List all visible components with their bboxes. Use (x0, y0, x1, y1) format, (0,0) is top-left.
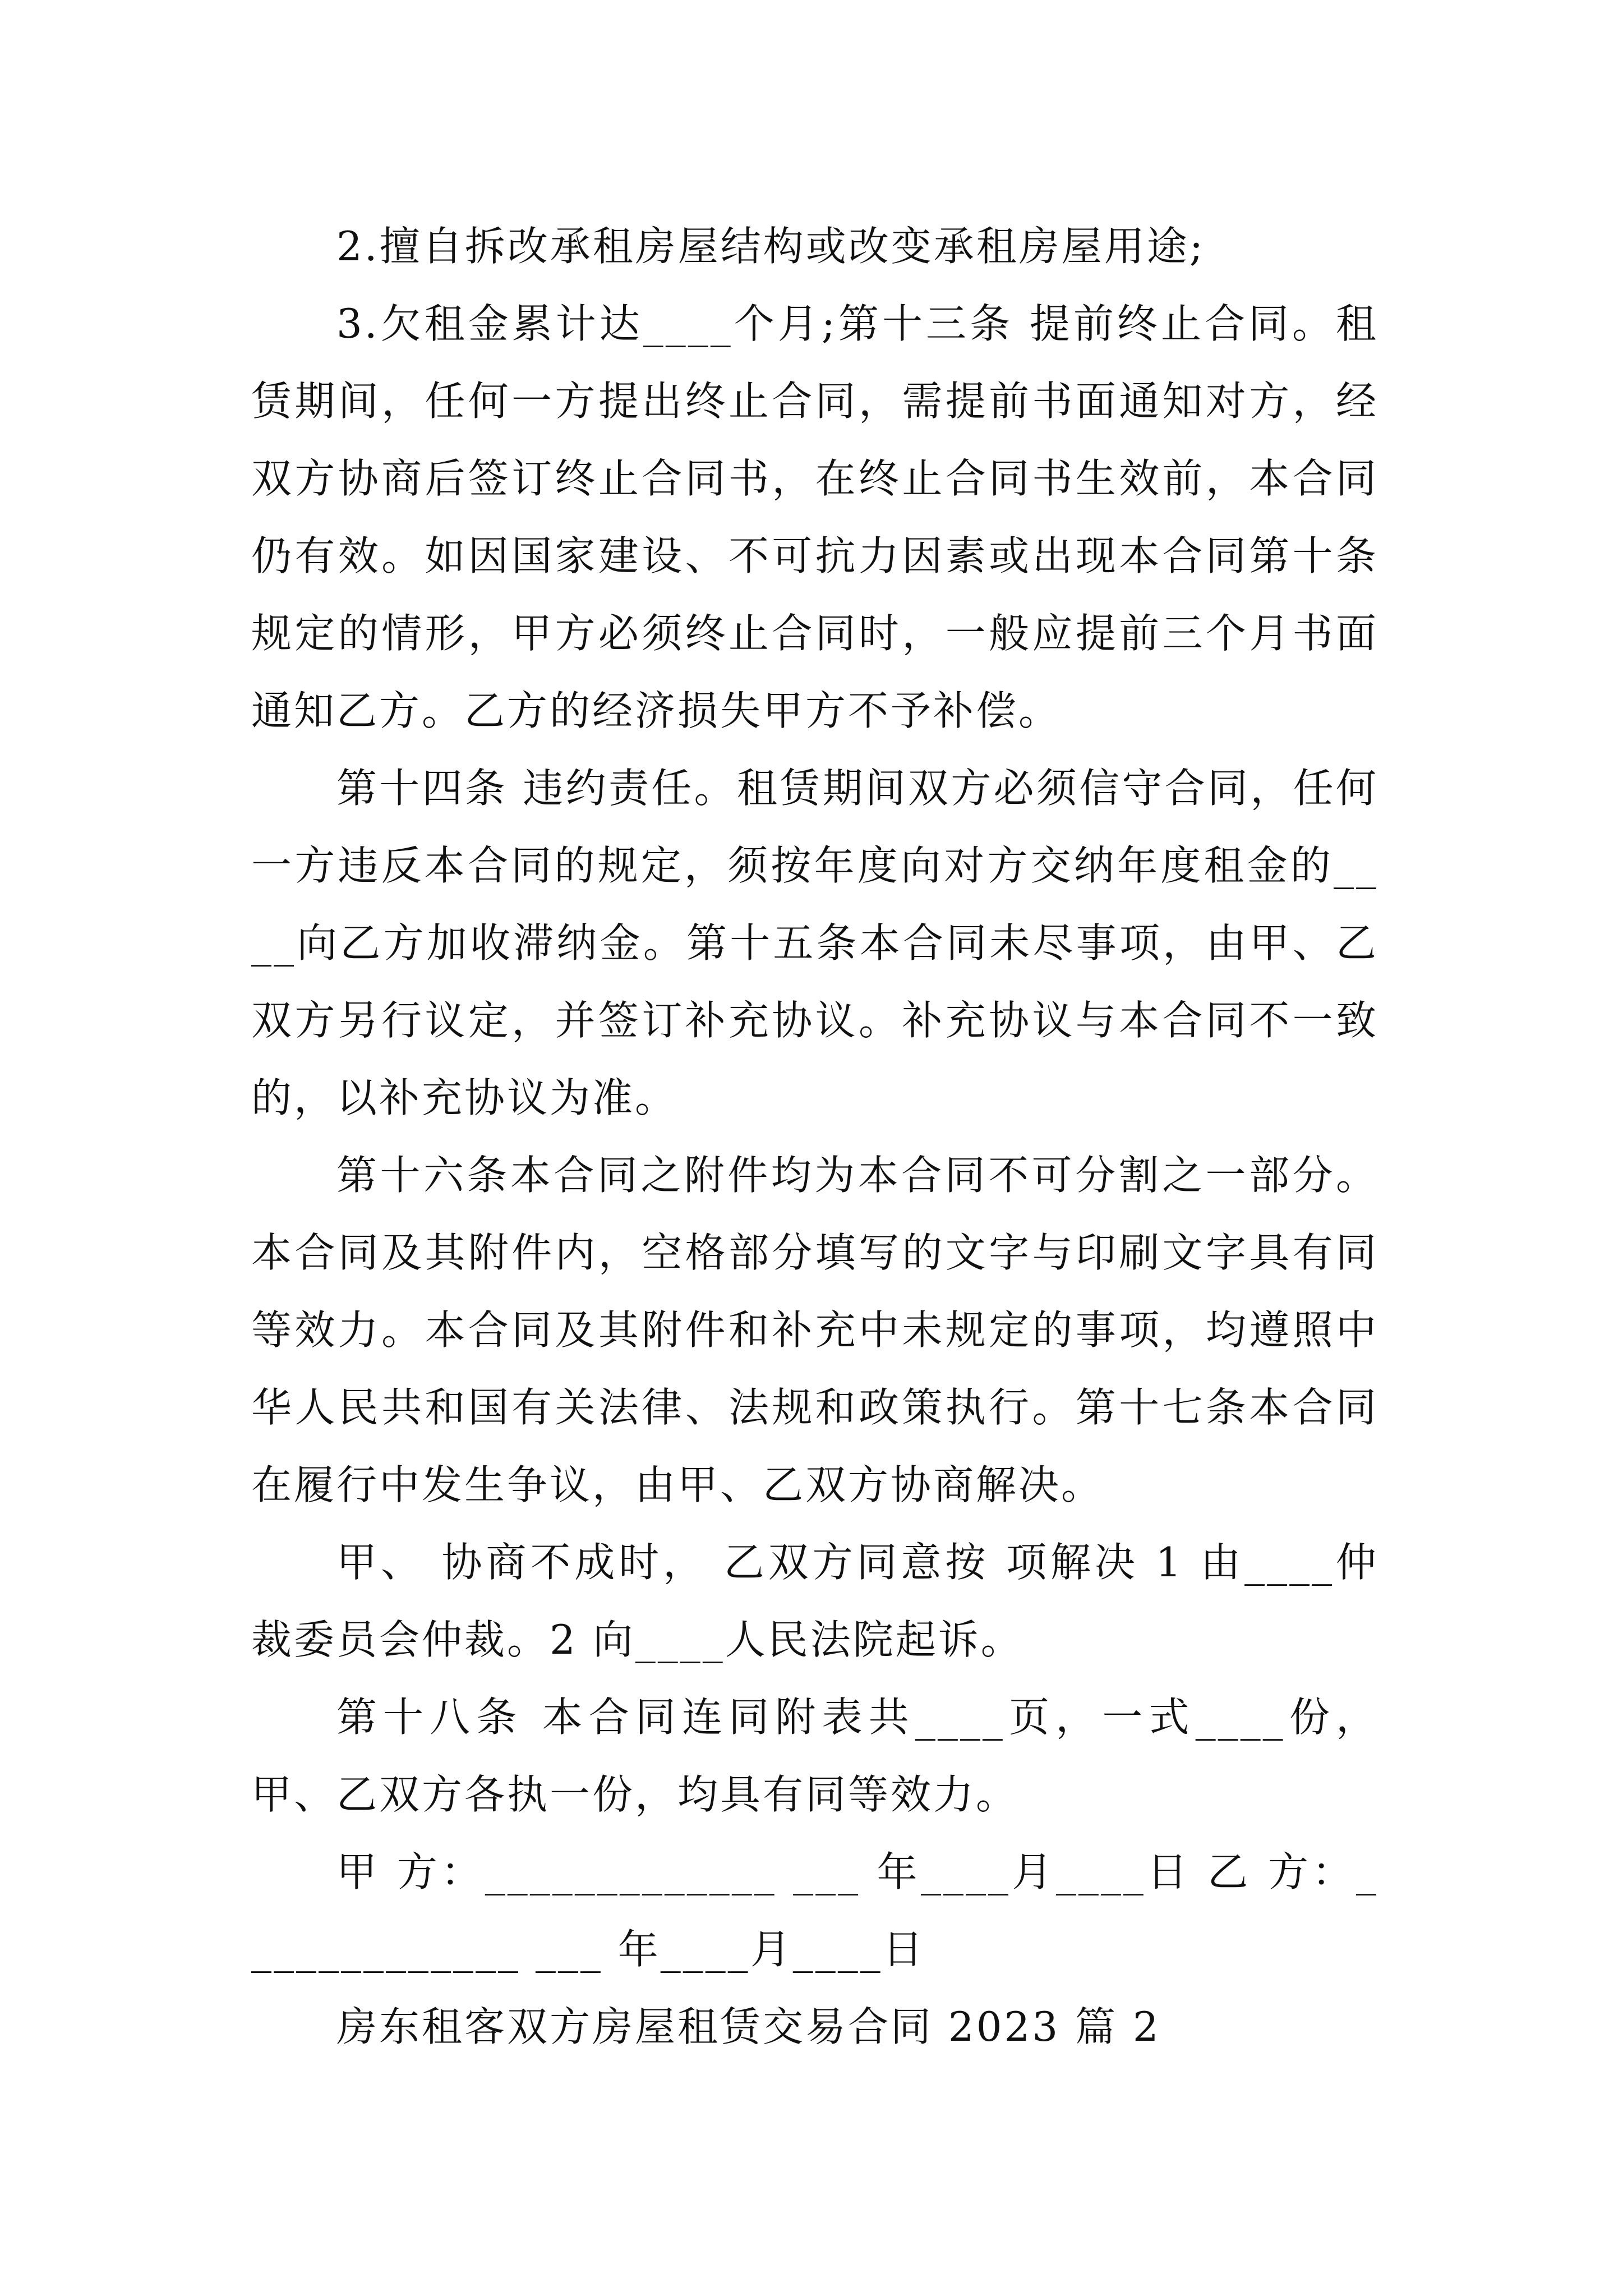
paragraph-dispute-resolution: 甲、 协商不成时， 乙双方同意按 项解决 1 由____仲裁委员会仲裁。2 向____人民法院起诉。 (251, 1539, 1378, 1663)
paragraph-article-16-17: 第十六条本合同之附件均为本合同不可分割之一部分。本合同及其附件内，空格部分填写的文字与印刷文字具有同等效力。本合同及其附件和补充中未规定的事项，均遵照中华人民共和国有关法律、法规和政策执行。第十七条本合同在履行中发生争议，由甲、乙双方协商解决。 (251, 1152, 1378, 1508)
paragraph-clause-3-article-13: 3.欠租金累计达____个月;第十三条 提前终止合同。租赁期间，任何一方提出终止合同，需提前书面通知对方，经双方协商后签订终止合同书，在终止合同书生效前，本合同仍有效。如因国家建设、不可抗力因素或出现本合同第十条规定的情形，甲方必须终止合同时，一般应提前三个月书面通知乙方。乙方的经济损失甲方不予补偿。 (251, 300, 1378, 734)
section-heading: 房东租客双方房屋租赁交易合同 2023 篇 2 (336, 2003, 1161, 2050)
document-body (251, 208, 1378, 2065)
paragraph-article-18: 第十八条 本合同连同附表共____页，一式____份，甲、乙双方各执一份，均具有同等效力。 (251, 1694, 1378, 1818)
paragraph-article-14-15: 第十四条 违约责任。租赁期间双方必须信守合同，任何一方违反本合同的规定，须按年度向对方交纳年度租金的____向乙方加收滞纳金。第十五条本合同未尽事项，由甲、乙双方另行议定，并签订补充协议。补充协议与本合同不一致的，以补充协议为准。 (251, 765, 1378, 1121)
signature-line: 甲 方：_____________ ___ 年____月____日 乙 方：_____________ ___ 年____月____日 (251, 1848, 1378, 1973)
paragraph-clause-2: 2.擅自拆改承租房屋结构或改变承租房屋用途; (336, 223, 1205, 270)
